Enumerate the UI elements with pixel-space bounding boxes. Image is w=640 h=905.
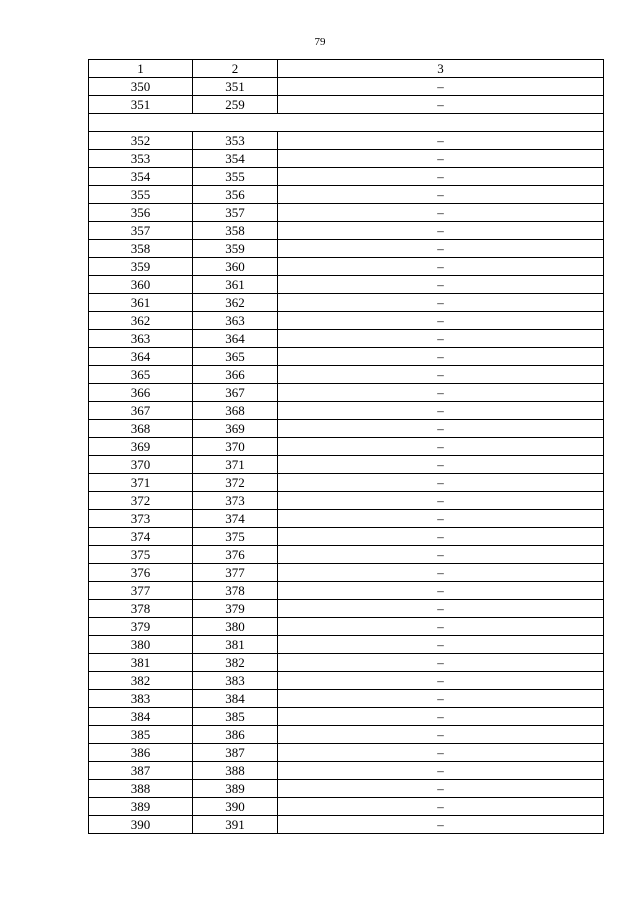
table-cell-col-1: 360 — [89, 276, 193, 294]
table-cell-col-2: 391 — [193, 816, 278, 834]
table-cell-col-2: 386 — [193, 726, 278, 744]
table-cell-col-2: 355 — [193, 168, 278, 186]
table-cell-col-3: – — [278, 510, 604, 528]
table-row — [89, 636, 604, 654]
table-row — [89, 564, 604, 582]
table-row — [89, 240, 604, 258]
table-cell-col-2: 363 — [193, 312, 278, 330]
table-cell-col-1: 385 — [89, 726, 193, 744]
table-cell-col-3: – — [278, 618, 604, 636]
table-cell-col-1: 368 — [89, 420, 193, 438]
table-row — [89, 492, 604, 510]
table-cell-col-2: 351 — [193, 78, 278, 96]
table-cell-col-1: 379 — [89, 618, 193, 636]
table-cell-col-1: 376 — [89, 564, 193, 582]
table-cell-col-3: – — [278, 402, 604, 420]
table-cell-col-2: 382 — [193, 654, 278, 672]
table-row — [89, 420, 604, 438]
table-cell-col-3: – — [278, 78, 604, 96]
table-cell-col-2: 371 — [193, 456, 278, 474]
table-cell-col-1: 372 — [89, 492, 193, 510]
table-row — [89, 780, 604, 798]
table-cell-col-2: 359 — [193, 240, 278, 258]
table-cell-col-2: 383 — [193, 672, 278, 690]
table-cell-col-2: 361 — [193, 276, 278, 294]
table-cell-col-3: – — [278, 438, 604, 456]
table-row — [89, 168, 604, 186]
table-cell-col-3: – — [278, 132, 604, 150]
table-cell-col-2: 376 — [193, 546, 278, 564]
table-row — [89, 150, 604, 168]
table-cell-col-1: 386 — [89, 744, 193, 762]
table-cell-col-3: – — [278, 150, 604, 168]
table-cell-col-1: 362 — [89, 312, 193, 330]
table-cell-col-2: 353 — [193, 132, 278, 150]
table-cell-col-3: – — [278, 366, 604, 384]
table-cell-col-2: 374 — [193, 510, 278, 528]
table-row — [89, 330, 604, 348]
table-row — [89, 582, 604, 600]
table-cell-col-1: 356 — [89, 204, 193, 222]
table-cell-col-3: – — [278, 384, 604, 402]
table-cell-col-2: 354 — [193, 150, 278, 168]
table-row — [89, 78, 604, 96]
table-cell-col-1: 382 — [89, 672, 193, 690]
table-row — [89, 708, 604, 726]
table-cell-col-1: 359 — [89, 258, 193, 276]
table-cell-col-3: – — [278, 312, 604, 330]
table-cell-col-2: 378 — [193, 582, 278, 600]
table-cell-col-3: – — [278, 708, 604, 726]
table-cell-col-3: – — [278, 330, 604, 348]
table-cell-col-2: 368 — [193, 402, 278, 420]
table-row — [89, 690, 604, 708]
table-cell-col-2: 390 — [193, 798, 278, 816]
table-cell-col-2: 367 — [193, 384, 278, 402]
column-header-2: 2 — [193, 60, 278, 78]
table-cell-col-2: 356 — [193, 186, 278, 204]
table-row — [89, 798, 604, 816]
table-cell-col-2: 377 — [193, 564, 278, 582]
table-cell-col-2: 366 — [193, 366, 278, 384]
table-body — [89, 60, 604, 834]
table-cell-col-1: 371 — [89, 474, 193, 492]
table-cell-col-1: 367 — [89, 402, 193, 420]
table-row — [89, 672, 604, 690]
table-cell-col-3: – — [278, 744, 604, 762]
table-cell-col-1: 378 — [89, 600, 193, 618]
table-cell-col-3: – — [278, 816, 604, 834]
table-row — [89, 816, 604, 834]
page-number: 79 — [314, 36, 326, 48]
table-cell-col-1: 357 — [89, 222, 193, 240]
table-cell-col-3: – — [278, 780, 604, 798]
table-cell-col-2: 385 — [193, 708, 278, 726]
table-cell-col-1: 390 — [89, 816, 193, 834]
table-row — [89, 204, 604, 222]
table-cell-col-2: 379 — [193, 600, 278, 618]
table-cell-col-1: 369 — [89, 438, 193, 456]
table-row — [89, 600, 604, 618]
table-cell-col-1: 370 — [89, 456, 193, 474]
table-cell-col-2: 365 — [193, 348, 278, 366]
table-cell-col-3: – — [278, 564, 604, 582]
data-table — [88, 59, 604, 834]
table-cell-col-1: 354 — [89, 168, 193, 186]
table-cell-col-2: 370 — [193, 438, 278, 456]
table-row — [89, 744, 604, 762]
table-row — [89, 762, 604, 780]
table-row — [89, 384, 604, 402]
table-row — [89, 222, 604, 240]
table-cell-col-1: 388 — [89, 780, 193, 798]
table-cell-col-1: 352 — [89, 132, 193, 150]
table-row — [89, 618, 604, 636]
table-cell-col-1: 383 — [89, 690, 193, 708]
table-cell-col-2: 358 — [193, 222, 278, 240]
table-row — [89, 510, 604, 528]
table-cell-col-1: 389 — [89, 798, 193, 816]
table-cell-col-2: 384 — [193, 690, 278, 708]
table-cell-col-2: 389 — [193, 780, 278, 798]
table-cell-col-2: 364 — [193, 330, 278, 348]
table-cell-col-2: 388 — [193, 762, 278, 780]
table-cell-col-1: 350 — [89, 78, 193, 96]
table-cell-col-3: – — [278, 222, 604, 240]
table-cell-col-2: 360 — [193, 258, 278, 276]
table-cell-col-1: 380 — [89, 636, 193, 654]
table-cell-col-1: 366 — [89, 384, 193, 402]
table-cell-col-1: 361 — [89, 294, 193, 312]
table-row — [89, 456, 604, 474]
table-cell-col-1: 377 — [89, 582, 193, 600]
table-cell-col-3: – — [278, 582, 604, 600]
table-cell-col-3: – — [278, 762, 604, 780]
table-row — [89, 132, 604, 150]
table-cell-col-3: – — [278, 456, 604, 474]
table-cell-col-3: – — [278, 258, 604, 276]
table-cell-col-3: – — [278, 276, 604, 294]
table-row — [89, 348, 604, 366]
table-cell-col-3: – — [278, 546, 604, 564]
table-cell-col-3: – — [278, 798, 604, 816]
table-cell-col-2: 357 — [193, 204, 278, 222]
table-cell-col-3: – — [278, 420, 604, 438]
table-cell-col-2: 387 — [193, 744, 278, 762]
table-cell-col-1: 351 — [89, 96, 193, 114]
column-header-1: 1 — [89, 60, 193, 78]
table-cell-col-1: 387 — [89, 762, 193, 780]
table-spacer-row — [89, 114, 604, 132]
table-cell-col-3: – — [278, 528, 604, 546]
table-cell-col-2: 380 — [193, 618, 278, 636]
table-cell-col-3: – — [278, 96, 604, 114]
table-row — [89, 186, 604, 204]
table-cell-col-3: – — [278, 240, 604, 258]
table-cell-col-2: 259 — [193, 96, 278, 114]
table-row — [89, 438, 604, 456]
table-header-row — [89, 60, 604, 78]
table-cell-col-3: – — [278, 474, 604, 492]
table-row — [89, 276, 604, 294]
table-cell-col-3: – — [278, 672, 604, 690]
table-cell-col-3: – — [278, 726, 604, 744]
table-cell-col-2: 381 — [193, 636, 278, 654]
table-cell-col-3: – — [278, 600, 604, 618]
table-cell-col-1: 373 — [89, 510, 193, 528]
table-cell-col-3: – — [278, 636, 604, 654]
column-header-3: 3 — [278, 60, 604, 78]
table-cell-col-2: 362 — [193, 294, 278, 312]
table-row — [89, 96, 604, 114]
table-row — [89, 258, 604, 276]
table-cell-col-1: 355 — [89, 186, 193, 204]
table-cell-col-1: 381 — [89, 654, 193, 672]
table-cell-col-1: 374 — [89, 528, 193, 546]
table-cell-col-3: – — [278, 654, 604, 672]
table-cell-col-1: 358 — [89, 240, 193, 258]
table-row — [89, 528, 604, 546]
table-row — [89, 402, 604, 420]
table-row — [89, 654, 604, 672]
table-row — [89, 366, 604, 384]
table-cell-col-1: 365 — [89, 366, 193, 384]
table-cell-col-1: 384 — [89, 708, 193, 726]
table-row — [89, 546, 604, 564]
table-cell-col-2: 369 — [193, 420, 278, 438]
table-cell-col-3: – — [278, 492, 604, 510]
table-cell-col-3: – — [278, 294, 604, 312]
table-cell-col-2: 373 — [193, 492, 278, 510]
table-cell-col-1: 353 — [89, 150, 193, 168]
table-row — [89, 312, 604, 330]
table-row — [89, 474, 604, 492]
table-cell-col-3: – — [278, 186, 604, 204]
table-cell-col-3: – — [278, 204, 604, 222]
table-row — [89, 294, 604, 312]
table-cell-col-1: 375 — [89, 546, 193, 564]
table-cell-col-3: – — [278, 348, 604, 366]
table-cell-col-2: 375 — [193, 528, 278, 546]
table-row — [89, 726, 604, 744]
table-cell-col-3: – — [278, 168, 604, 186]
table-cell-col-1: 364 — [89, 348, 193, 366]
table-cell-col-3: – — [278, 690, 604, 708]
table-cell-col-1: 363 — [89, 330, 193, 348]
table-spacer-cell — [89, 114, 604, 132]
table-cell-col-2: 372 — [193, 474, 278, 492]
